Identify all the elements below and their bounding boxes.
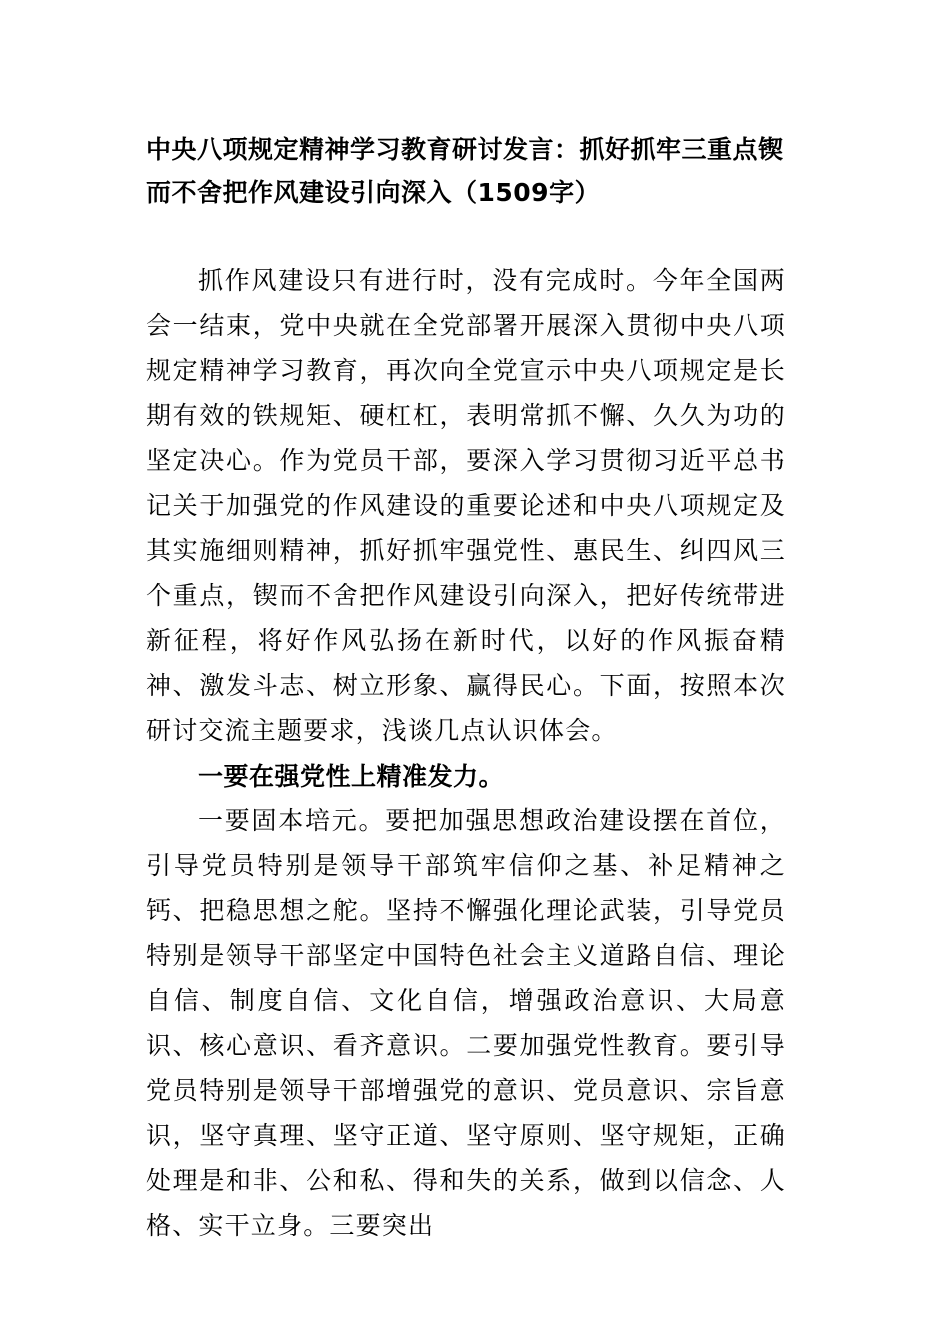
intro-paragraph: 抓作风建设只有进行时，没有完成时。今年全国两会一结束，党中央就在全党部署开展深入贯彻中央八项规定精神学习教育，再次向全党宣示中央八项规定是长期有效的铁规矩、硬杠杠，表明常抓不懈、久久为功的坚定决心。作为党员干部，要深入学习贯彻习近平总书记关于加强党的作风建设的重要论述和中央八项规定及其实施细则精神，抓好抓牢强党性、惠民生、纠四风三个重点，锲而不舍把作风建设引向深入，把好传统带进新征程，将好作风弘扬在新时代，以好的作风振奋精神、激发斗志、树立形象、赢得民心。下面，按照本次研讨交流主题要求，浅谈几点认识体会。: [146, 266, 786, 745]
document-title: 中央八项规定精神学习教育研讨发言：抓好抓牢三重点锲而不舍把作风建设引向深入（1509字）: [146, 135, 784, 207]
section-heading: 一要在强党性上精准发力。: [198, 762, 505, 791]
section-paragraph: 一要固本培元。要把加强思想政治建设摆在首位，引导党员特别是领导干部筑牢信仰之基、补足精神之钙、把稳思想之舵。坚持不懈强化理论武装，引导党员特别是领导干部坚定中国特色社会主义道路自信、理论自信、制度自信、文化自信，增强政治意识、大局意识、核心意识、看齐意识。二要加强党性教育。要引导党员特别是领导干部增强党的意识、党员意识、宗旨意识，坚守真理、坚守正道、坚守原则、坚守规矩，正确处理是和非、公和私、得和失的关系，做到以信念、人格、实干立身。三要突出: [146, 806, 786, 1240]
